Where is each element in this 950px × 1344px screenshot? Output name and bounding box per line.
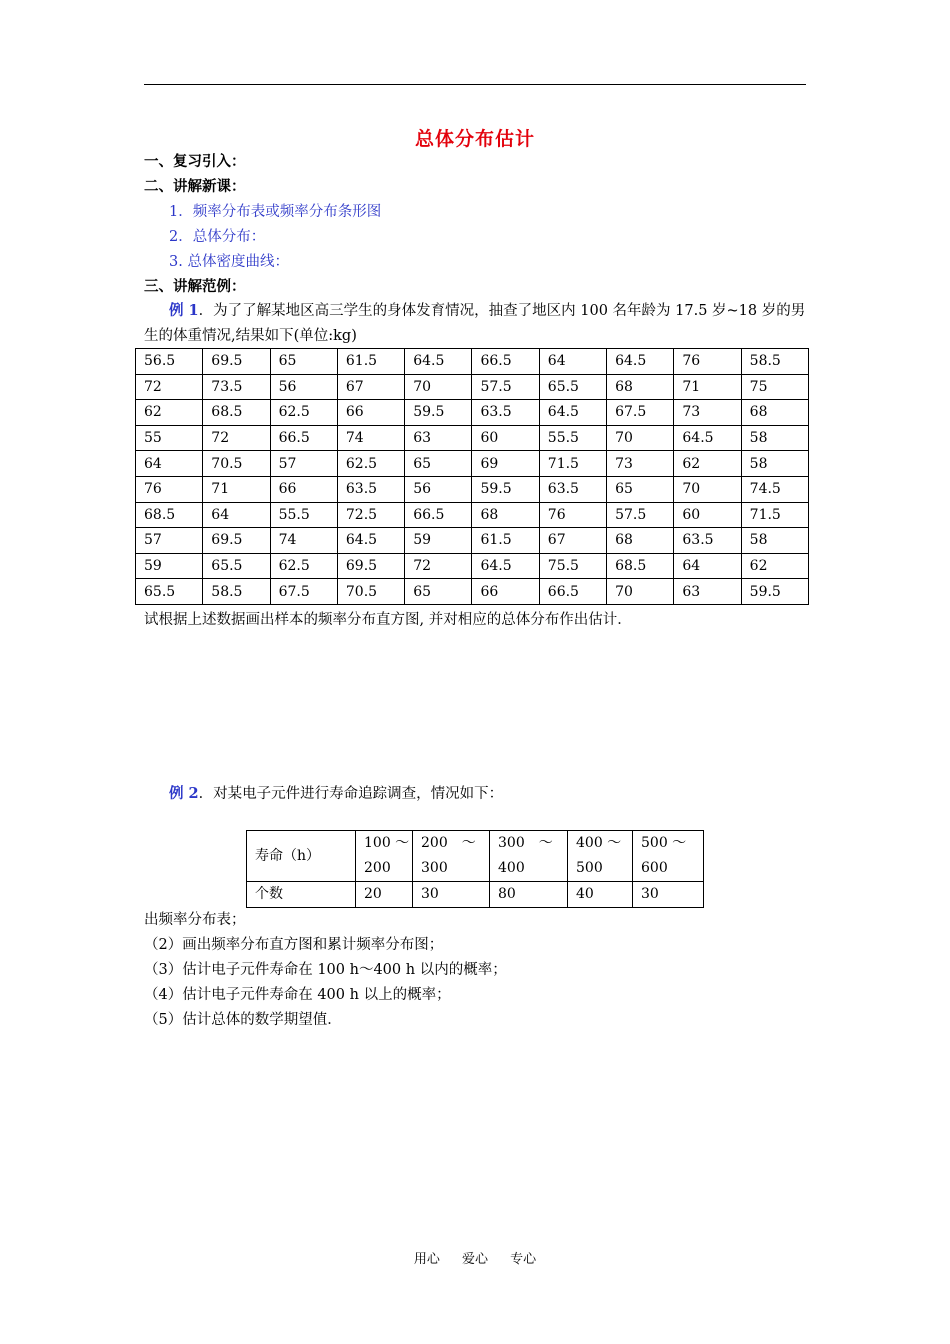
table-cell: 57.5 bbox=[607, 502, 674, 528]
table-cell: 65.5 bbox=[203, 553, 270, 579]
table-cell: 74 bbox=[270, 528, 337, 554]
count-cell: 80 bbox=[490, 882, 568, 908]
table-cell: 57 bbox=[270, 451, 337, 477]
table-row bbox=[136, 528, 809, 554]
table-cell: 61.5 bbox=[337, 349, 404, 375]
table-cell: 69 bbox=[472, 451, 539, 477]
table-cell: 67.5 bbox=[607, 400, 674, 426]
question-5: （5）估计总体的数学期望值． bbox=[144, 1012, 342, 1028]
table-cell: 59.5 bbox=[405, 400, 472, 426]
table-cell: 76 bbox=[136, 476, 203, 502]
range-start: 400 ～ bbox=[576, 835, 622, 851]
table-row bbox=[136, 374, 809, 400]
range-start: 100 ～ bbox=[364, 835, 410, 851]
table-cell: 64.5 bbox=[539, 400, 606, 426]
table-cell: 72 bbox=[203, 425, 270, 451]
table-cell: 58 bbox=[741, 528, 808, 554]
table-cell: 63.5 bbox=[337, 476, 404, 502]
table-cell: 64 bbox=[203, 502, 270, 528]
table-cell: 76 bbox=[674, 349, 741, 375]
lifespan-table bbox=[246, 830, 704, 908]
table-cell: 64.5 bbox=[337, 528, 404, 554]
table-cell: 73 bbox=[607, 451, 674, 477]
table-cell: 66.5 bbox=[472, 349, 539, 375]
table-cell: 62.5 bbox=[270, 400, 337, 426]
section-review: 一、复习引入： bbox=[144, 153, 246, 170]
table-cell: 67.5 bbox=[270, 579, 337, 605]
table-cell: 70 bbox=[607, 579, 674, 605]
table-row bbox=[136, 553, 809, 579]
table-cell: 70 bbox=[607, 425, 674, 451]
table-cell: 64.5 bbox=[472, 553, 539, 579]
page-footer: 用心 爱心 专心 bbox=[413, 1252, 537, 1267]
table-cell: 66 bbox=[270, 476, 337, 502]
table-cell: 67 bbox=[539, 528, 606, 554]
table-cell: 64 bbox=[539, 349, 606, 375]
table-cell: 68.5 bbox=[607, 553, 674, 579]
table-cell: 61.5 bbox=[472, 528, 539, 554]
question-2: （2）画出频率分布直方图和累计频率分布图； bbox=[144, 937, 444, 953]
table-cell: 62 bbox=[674, 451, 741, 477]
table-cell: 72 bbox=[405, 553, 472, 579]
question-3: （3）估计电子元件寿命在 100 h～400 h 以内的概率； bbox=[144, 962, 507, 978]
range-end: 500 bbox=[576, 860, 603, 876]
table-cell: 58.5 bbox=[203, 579, 270, 605]
table-cell: 58 bbox=[741, 425, 808, 451]
table-cell: 65 bbox=[405, 579, 472, 605]
table-cell: 56.5 bbox=[136, 349, 203, 375]
table-cell: 68 bbox=[741, 400, 808, 426]
table-cell: 62.5 bbox=[337, 451, 404, 477]
table-cell: 75.5 bbox=[539, 553, 606, 579]
weight-data-table bbox=[135, 348, 809, 605]
range-start: 500 ～ bbox=[641, 835, 687, 851]
table-cell: 72.5 bbox=[337, 502, 404, 528]
table-cell: 64.5 bbox=[405, 349, 472, 375]
table-cell: 60 bbox=[674, 502, 741, 528]
count-cell: 20 bbox=[356, 882, 413, 908]
table-cell: 63 bbox=[405, 425, 472, 451]
table-cell: 75 bbox=[741, 374, 808, 400]
table-cell: 65 bbox=[405, 451, 472, 477]
table-row bbox=[136, 579, 809, 605]
table-cell: 69.5 bbox=[203, 349, 270, 375]
table-row bbox=[136, 349, 809, 375]
table-cell: 71 bbox=[203, 476, 270, 502]
table-cell: 68.5 bbox=[203, 400, 270, 426]
range-cell bbox=[356, 831, 413, 882]
count-cell: 40 bbox=[568, 882, 633, 908]
table-cell: 57.5 bbox=[472, 374, 539, 400]
table-cell: 59 bbox=[405, 528, 472, 554]
table-cell: 66.5 bbox=[270, 425, 337, 451]
table-cell: 56 bbox=[405, 476, 472, 502]
table-cell: 63.5 bbox=[539, 476, 606, 502]
weight-table-body bbox=[136, 349, 809, 605]
example1-question: 试根据上述数据画出样本的频率分布直方图, 并对相应的总体分布作出估计． bbox=[144, 612, 632, 628]
table-cell: 65 bbox=[607, 476, 674, 502]
example2-label: 例 2 bbox=[169, 785, 199, 802]
range-end: 600 bbox=[641, 860, 668, 876]
table-cell: 55.5 bbox=[539, 425, 606, 451]
table-row bbox=[136, 502, 809, 528]
lifespan-header-cell: 寿命（h） bbox=[247, 831, 356, 882]
range-end: 400 bbox=[498, 860, 525, 876]
table-cell: 56 bbox=[270, 374, 337, 400]
count-cell: 30 bbox=[633, 882, 704, 908]
example2-paragraph bbox=[169, 784, 503, 804]
table-cell: 65 bbox=[270, 349, 337, 375]
table-cell: 59 bbox=[136, 553, 203, 579]
table-cell: 65.5 bbox=[539, 374, 606, 400]
table-cell: 68 bbox=[607, 528, 674, 554]
table-cell: 59.5 bbox=[741, 579, 808, 605]
range-cell bbox=[490, 831, 568, 882]
example1-text: ．为了了解某地区高三学生的身体发育情况，抽查了地区内 100 名年龄为 17.5 岁~18 岁的男生的体重情况,结果如下(单位:kg) bbox=[144, 303, 806, 344]
table-cell: 69.5 bbox=[337, 553, 404, 579]
table-cell: 68 bbox=[472, 502, 539, 528]
table-cell: 66 bbox=[337, 400, 404, 426]
table-cell: 64 bbox=[136, 451, 203, 477]
range-start: 300 ～ bbox=[498, 835, 553, 851]
question-1: 出频率分布表； bbox=[144, 912, 246, 928]
table-cell: 64.5 bbox=[674, 425, 741, 451]
table-cell: 71.5 bbox=[539, 451, 606, 477]
table-cell: 63 bbox=[674, 579, 741, 605]
range-cell bbox=[633, 831, 704, 882]
table-cell: 60 bbox=[472, 425, 539, 451]
table-cell: 67 bbox=[337, 374, 404, 400]
table-cell: 74 bbox=[337, 425, 404, 451]
table-cell: 68 bbox=[607, 374, 674, 400]
range-end: 300 bbox=[421, 860, 448, 876]
subsection-2: 2．总体分布： bbox=[169, 229, 266, 245]
range-end: 200 bbox=[364, 860, 391, 876]
table-cell: 62 bbox=[136, 400, 203, 426]
table-cell: 70 bbox=[674, 476, 741, 502]
section-examples: 三、讲解范例： bbox=[144, 278, 246, 295]
table-cell: 71 bbox=[674, 374, 741, 400]
table-cell: 73 bbox=[674, 400, 741, 426]
table-cell: 69.5 bbox=[203, 528, 270, 554]
table-cell: 63.5 bbox=[674, 528, 741, 554]
table-cell: 66 bbox=[472, 579, 539, 605]
table-cell: 64 bbox=[674, 553, 741, 579]
table-cell: 70.5 bbox=[203, 451, 270, 477]
table-cell: 62 bbox=[741, 553, 808, 579]
table-cell: 74.5 bbox=[741, 476, 808, 502]
table-cell: 58.5 bbox=[741, 349, 808, 375]
question-4: （4）估计电子元件寿命在 400 h 以上的概率； bbox=[144, 987, 451, 1003]
table-row bbox=[136, 400, 809, 426]
table-row bbox=[136, 476, 809, 502]
table-row bbox=[136, 451, 809, 477]
subsection-3: 3. 总体密度曲线： bbox=[169, 254, 289, 270]
table-cell: 59.5 bbox=[472, 476, 539, 502]
table-row bbox=[136, 425, 809, 451]
table-row bbox=[247, 882, 704, 908]
table-cell: 66.5 bbox=[405, 502, 472, 528]
range-cell bbox=[413, 831, 490, 882]
table-cell: 57 bbox=[136, 528, 203, 554]
table-cell: 76 bbox=[539, 502, 606, 528]
example1-label: 例 1 bbox=[169, 302, 199, 319]
table-cell: 70 bbox=[405, 374, 472, 400]
table-cell: 73.5 bbox=[203, 374, 270, 400]
table-row bbox=[247, 831, 704, 882]
page-title: 总体分布估计 bbox=[414, 128, 535, 150]
table-cell: 68.5 bbox=[136, 502, 203, 528]
table-cell: 64.5 bbox=[607, 349, 674, 375]
table-cell: 65.5 bbox=[136, 579, 203, 605]
table-cell: 66.5 bbox=[539, 579, 606, 605]
table-cell: 55 bbox=[136, 425, 203, 451]
table-cell: 62.5 bbox=[270, 553, 337, 579]
range-cell bbox=[568, 831, 633, 882]
table-cell: 72 bbox=[136, 374, 203, 400]
example1-paragraph bbox=[144, 298, 808, 349]
range-start: 200 ～ bbox=[421, 835, 476, 851]
section-new-lesson: 二、讲解新课： bbox=[144, 178, 246, 195]
table-cell: 58 bbox=[741, 451, 808, 477]
table-cell: 55.5 bbox=[270, 502, 337, 528]
subsection-1: 1．频率分布表或频率分布条形图 bbox=[169, 204, 382, 220]
table-cell: 71.5 bbox=[741, 502, 808, 528]
example2-text: ．对某电子元件进行寿命追踪调查，情况如下： bbox=[198, 786, 504, 802]
count-label-cell: 个数 bbox=[247, 882, 356, 908]
count-cell: 30 bbox=[413, 882, 490, 908]
table-cell: 70.5 bbox=[337, 579, 404, 605]
header-rule bbox=[144, 84, 806, 85]
table-cell: 63.5 bbox=[472, 400, 539, 426]
